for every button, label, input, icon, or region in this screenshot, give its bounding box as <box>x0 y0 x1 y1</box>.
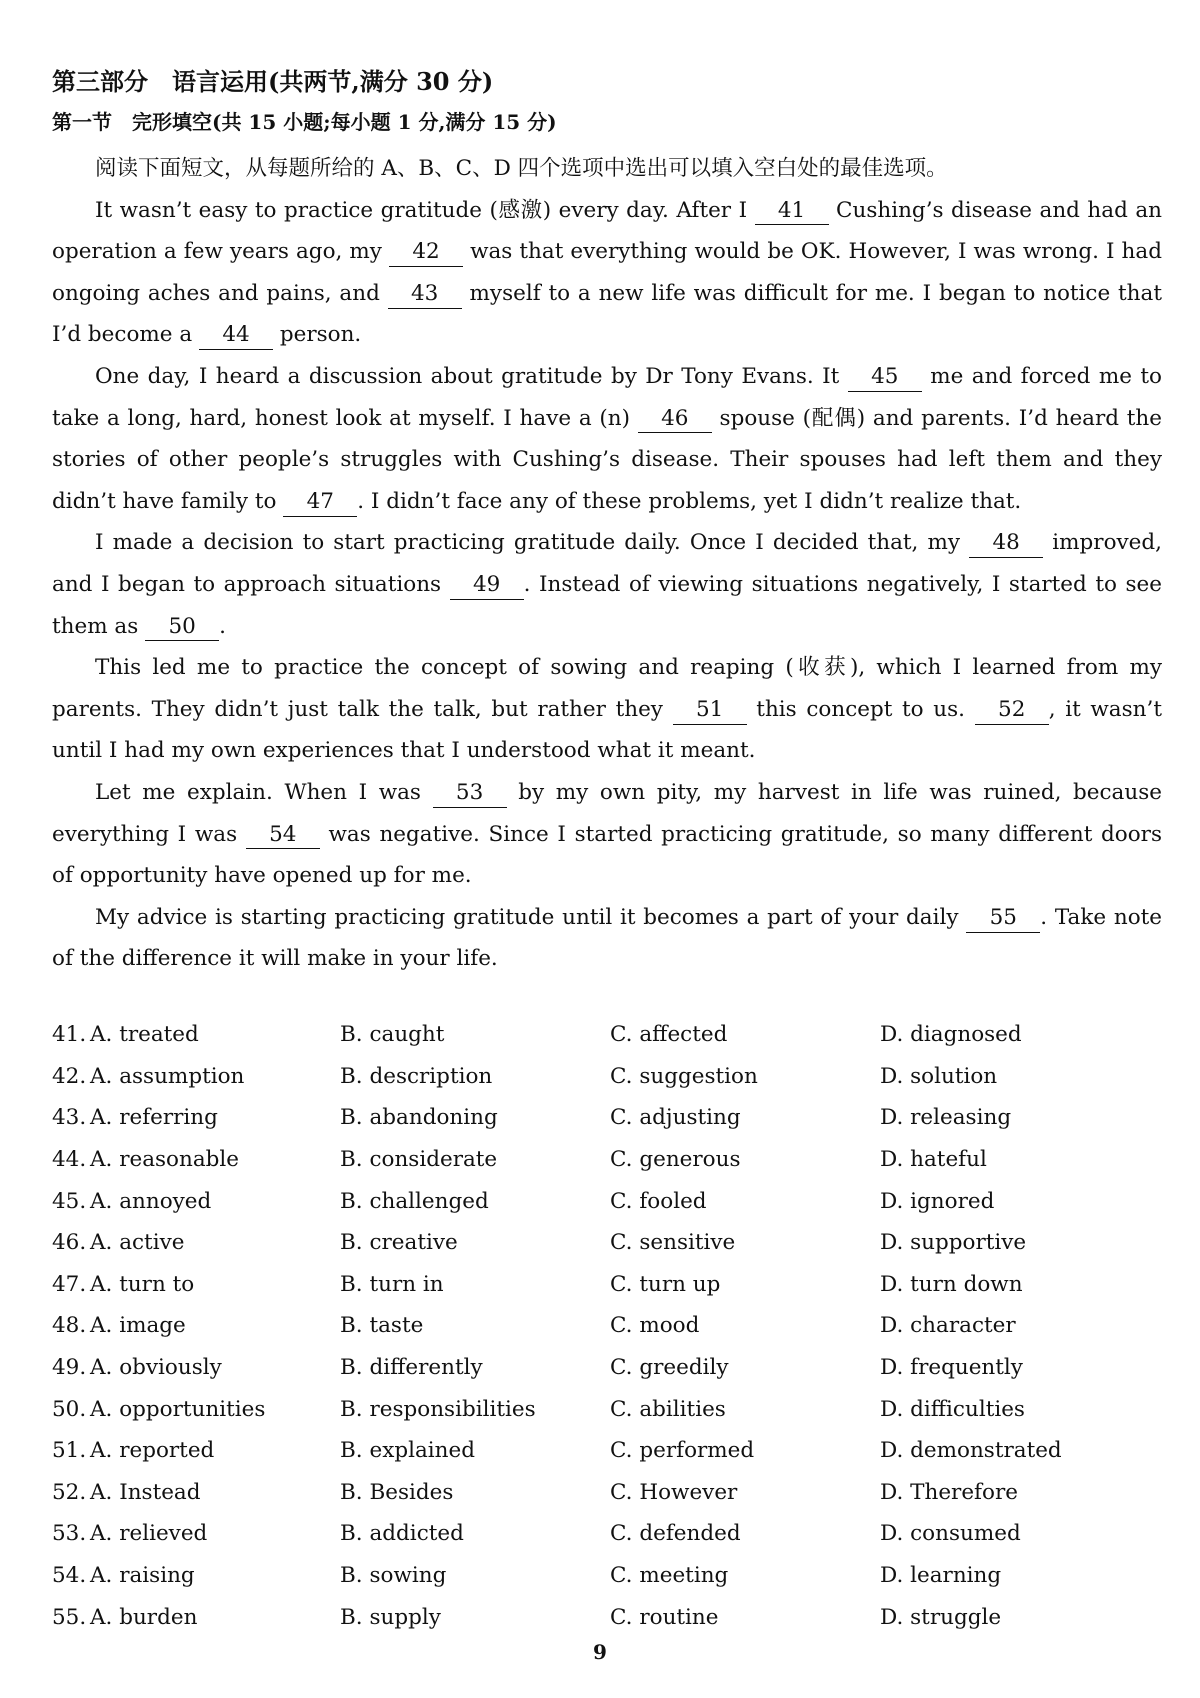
option-b: B. responsibilities <box>340 1396 536 1422</box>
question-number: 43. <box>52 1105 87 1131</box>
option-a: A. turn to <box>90 1271 195 1297</box>
question-number: 50. <box>52 1396 87 1422</box>
question-number: 44. <box>52 1147 87 1173</box>
passage-text: It wasn’t easy to practice gratitude (感激) every day. After I <box>95 197 755 223</box>
option-row <box>52 1222 1162 1264</box>
option-d: D. struggle <box>880 1604 1002 1630</box>
option-d: D. supportive <box>880 1230 1027 1256</box>
passage-text: . Instead of viewing situations negatively, I started to see them as <box>52 571 1162 639</box>
option-a: A. reasonable <box>90 1147 240 1173</box>
option-b: B. description <box>340 1063 493 1089</box>
blank-50: 50 <box>145 614 219 642</box>
option-c: C. performed <box>610 1438 755 1464</box>
question-number: 53. <box>52 1521 87 1547</box>
blank-52: 52 <box>975 697 1049 725</box>
question-number: 52. <box>52 1479 87 1505</box>
option-row <box>52 1347 1162 1389</box>
question-number: 55. <box>52 1604 87 1630</box>
passage-text: . Take note of the difference it will make in your life. <box>52 904 1162 972</box>
option-d: D. releasing <box>880 1105 1012 1131</box>
passage-text: . <box>219 613 226 639</box>
option-a: A. Instead <box>90 1479 201 1505</box>
option-row <box>52 1596 1162 1638</box>
question-number: 42. <box>52 1063 87 1089</box>
option-b: B. addicted <box>340 1521 464 1547</box>
option-row <box>52 1513 1162 1555</box>
passage-text: My advice is starting practicing gratitude until it becomes a part of your daily <box>95 904 967 930</box>
option-d: D. turn down <box>880 1271 1023 1297</box>
passage-text: this concept to us. <box>746 696 975 722</box>
blank-55: 55 <box>966 905 1040 933</box>
option-row <box>52 1555 1162 1597</box>
option-a: A. burden <box>90 1604 198 1630</box>
option-a: A. assumption <box>90 1063 245 1089</box>
paragraph-1 <box>52 190 1162 356</box>
option-d: D. consumed <box>880 1521 1021 1547</box>
option-a: A. referring <box>90 1105 218 1131</box>
paragraph-6 <box>52 897 1162 980</box>
paragraph-4 <box>52 647 1162 772</box>
passage-text: . I didn’t face any of these problems, yet I didn’t realize that. <box>357 488 1022 514</box>
blank-48: 48 <box>969 530 1043 558</box>
section-title: 第三部分 语言运用(共两节,满分 30 分) <box>52 67 494 96</box>
blank-47: 47 <box>283 489 357 517</box>
option-b: B. caught <box>340 1022 445 1048</box>
passage-text: , it wasn’t until I had my own experiences that I understood what it meant. <box>52 696 1162 764</box>
option-d: D. Therefore <box>880 1479 1018 1505</box>
option-d: D. frequently <box>880 1355 1023 1381</box>
option-row <box>52 1264 1162 1306</box>
option-a: A. image <box>90 1313 186 1339</box>
question-number: 48. <box>52 1313 87 1339</box>
option-a: A. annoyed <box>90 1188 212 1214</box>
blank-44: 44 <box>199 322 273 350</box>
option-b: B. considerate <box>340 1147 498 1173</box>
option-c: C. generous <box>610 1147 741 1173</box>
option-b: B. creative <box>340 1230 458 1256</box>
paragraph-5 <box>52 772 1162 897</box>
blank-43: 43 <box>388 281 462 309</box>
blank-42: 42 <box>389 239 463 267</box>
option-c: C. adjusting <box>610 1105 741 1131</box>
passage-text: I made a decision to start practicing gratitude daily. Once I decided that, my <box>95 530 970 556</box>
blank-53: 53 <box>433 780 507 808</box>
option-d: D. demonstrated <box>880 1438 1062 1464</box>
passage-text: by my own pity, my harvest in life was ruined, because everything I was <box>52 779 1162 847</box>
option-c: C. However <box>610 1479 738 1505</box>
option-c: C. turn up <box>610 1271 721 1297</box>
option-d: D. learning <box>880 1563 1002 1589</box>
passage-text: improved, and I began to approach situations <box>52 530 1162 597</box>
section-subtitle: 第一节 完形填空(共 15 小题;每小题 1 分,满分 15 分) <box>52 110 557 134</box>
option-a: A. opportunities <box>90 1396 266 1422</box>
passage-text: was that everything would be OK. However, I was wrong. I had ongoing aches and pains, and <box>52 239 1162 306</box>
option-row <box>52 1097 1162 1139</box>
blank-51: 51 <box>673 697 747 725</box>
blank-41: 41 <box>755 198 829 226</box>
instruction: 阅读下面短文，从每题所给的 A、B、C、D 四个选项中选出可以填入空白处的最佳选项。 <box>95 156 948 181</box>
option-row <box>52 1014 1162 1056</box>
option-b: B. abandoning <box>340 1105 498 1131</box>
passage-text: Let me explain. When I was <box>95 779 433 805</box>
option-d: D. solution <box>880 1063 998 1089</box>
option-c: C. affected <box>610 1022 728 1048</box>
option-b: B. differently <box>340 1355 483 1381</box>
question-number: 41. <box>52 1022 87 1048</box>
option-b: B. supply <box>340 1604 441 1630</box>
option-c: C. routine <box>610 1604 719 1630</box>
option-row <box>52 1388 1162 1430</box>
option-d: D. hateful <box>880 1147 987 1173</box>
passage-text: One day, I heard a discussion about gratitude by Dr Tony Evans. It <box>95 363 848 389</box>
option-b: B. sowing <box>340 1563 447 1589</box>
question-number: 46. <box>52 1230 87 1256</box>
question-number: 49. <box>52 1355 87 1381</box>
option-row <box>52 1472 1162 1514</box>
passage-text: spouse (配偶) and parents. I’d heard the stories of other people’s struggles with Cushing’s disease. Their spouses had left them and they didn’t have family to <box>52 405 1162 514</box>
option-a: A. raising <box>90 1563 195 1589</box>
paragraph-2 <box>52 356 1162 522</box>
option-d: D. difficulties <box>880 1396 1025 1422</box>
option-b: B. challenged <box>340 1188 489 1214</box>
option-a: A. active <box>90 1230 185 1256</box>
option-d: D. ignored <box>880 1188 995 1214</box>
option-b: B. turn in <box>340 1271 444 1297</box>
option-d: D. diagnosed <box>880 1022 1022 1048</box>
option-a: A. reported <box>90 1438 215 1464</box>
paragraph-3 <box>52 522 1162 647</box>
blank-46: 46 <box>638 406 712 434</box>
option-b: B. Besides <box>340 1479 454 1505</box>
passage-text: Cushing’s disease and had an operation a few years ago, my <box>52 197 1162 265</box>
question-number: 47. <box>52 1271 87 1297</box>
option-c: C. abilities <box>610 1396 726 1422</box>
option-b: B. taste <box>340 1313 424 1339</box>
options-list <box>52 1014 1162 1638</box>
option-row <box>52 1180 1162 1222</box>
option-d: D. character <box>880 1313 1016 1339</box>
option-row <box>52 1305 1162 1347</box>
blank-54: 54 <box>246 822 320 850</box>
option-c: C. mood <box>610 1313 700 1339</box>
option-c: C. greedily <box>610 1355 729 1381</box>
question-number: 54. <box>52 1563 87 1589</box>
blank-45: 45 <box>848 364 922 392</box>
blank-49: 49 <box>450 572 524 600</box>
option-c: C. fooled <box>610 1188 707 1214</box>
passage <box>52 148 1162 980</box>
question-number: 45. <box>52 1188 87 1214</box>
option-row <box>52 1056 1162 1098</box>
passage-text: me and forced me to take a long, hard, honest look at myself. I have a (n) <box>52 363 1162 431</box>
passage-text: myself to a new life was difficult for me. I began to notice that I’d become a <box>52 280 1162 348</box>
passage-text: This led me to practice the concept of sowing and reaping (收获), which I learned from my parents. They didn’t just talk the talk, but rather they <box>52 655 1162 722</box>
option-a: A. treated <box>90 1022 199 1048</box>
option-c: C. suggestion <box>610 1063 758 1089</box>
question-number: 51. <box>52 1438 87 1464</box>
passage-text: person. <box>273 322 362 348</box>
option-c: C. sensitive <box>610 1230 736 1256</box>
passage-text: was negative. Since I started practicing gratitude, so many different doors of opportunity have opened up for me. <box>52 821 1162 889</box>
page-number: 9 <box>593 1640 607 1664</box>
option-a: A. obviously <box>90 1355 222 1381</box>
option-row <box>52 1430 1162 1472</box>
option-c: C. meeting <box>610 1563 729 1589</box>
option-b: B. explained <box>340 1438 475 1464</box>
option-a: A. relieved <box>90 1521 208 1547</box>
option-c: C. defended <box>610 1521 741 1547</box>
option-row <box>52 1139 1162 1181</box>
